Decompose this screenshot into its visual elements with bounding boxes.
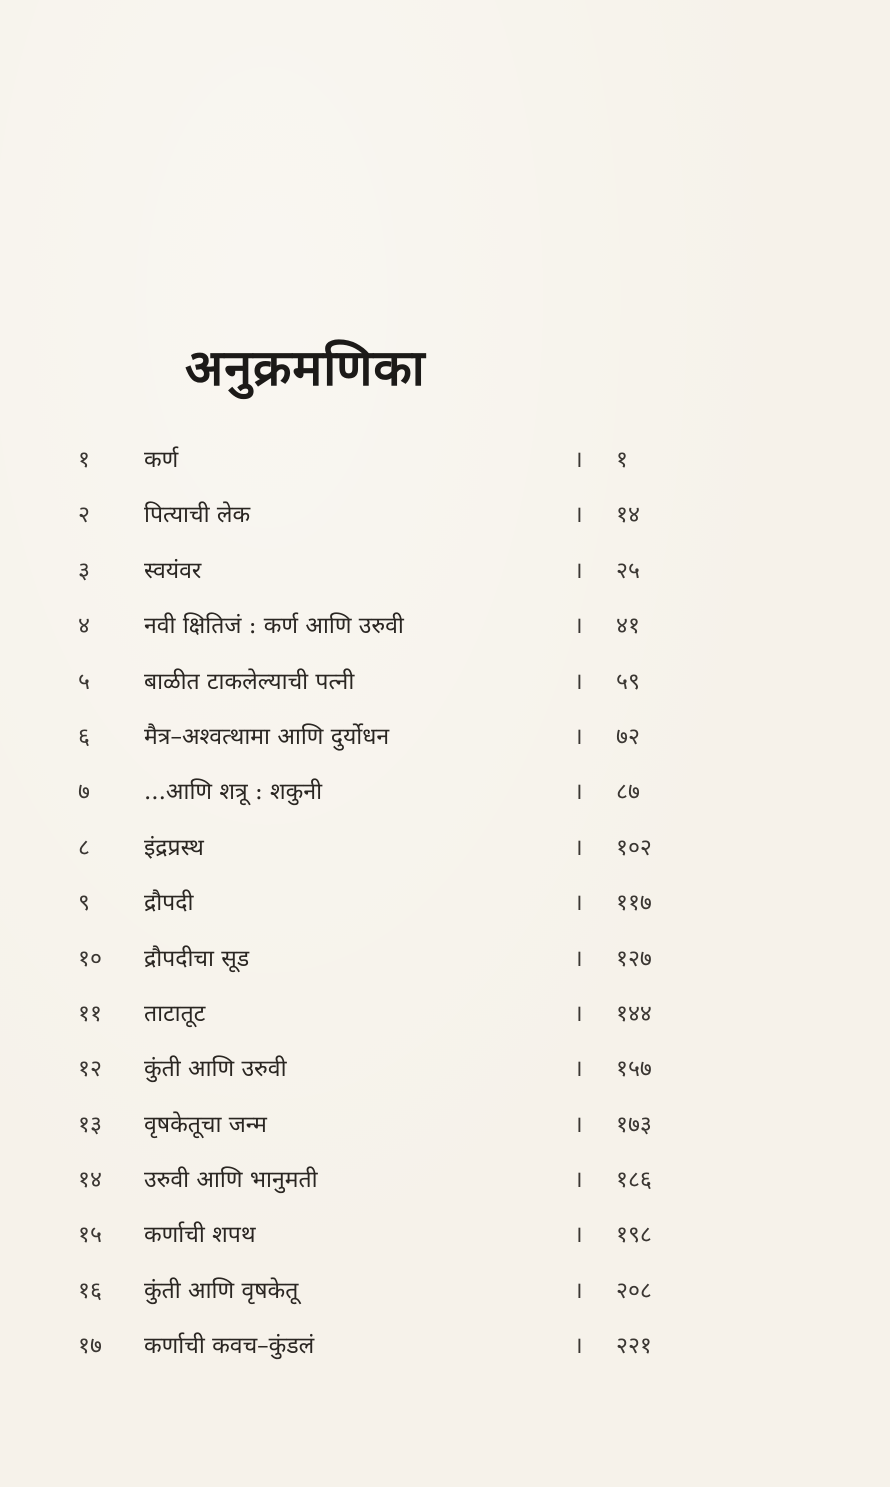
separator-mark: । — [574, 1333, 583, 1360]
chapter-title: ताटातूट — [144, 1000, 206, 1027]
chapter-number: ७ — [78, 779, 90, 806]
chapter-title: वृषकेतूचा जन्म — [144, 1111, 267, 1138]
chapter-number: १६ — [78, 1277, 102, 1304]
separator-mark: । — [574, 557, 583, 584]
chapter-number: ६ — [78, 723, 90, 750]
toc-entry — [0, 488, 890, 543]
separator-mark: । — [574, 723, 583, 750]
toc-entry — [0, 544, 890, 599]
separator-mark: । — [574, 1111, 583, 1138]
page-number: २०८ — [616, 1277, 652, 1304]
chapter-title: बाळीत टाकलेल्याची पत्नी — [144, 668, 355, 695]
chapter-number: ११ — [78, 1000, 102, 1027]
chapter-title: कुंती आणि वृषकेतू — [144, 1277, 299, 1304]
page-number: ७२ — [616, 723, 640, 750]
separator-mark: । — [574, 1277, 583, 1304]
toc-entry — [0, 1208, 890, 1263]
toc-entry — [0, 1153, 890, 1208]
toc-entry — [0, 821, 890, 876]
chapter-title: द्रौपदी — [144, 890, 194, 917]
chapter-number: १० — [78, 945, 102, 972]
page-number: १ — [616, 447, 628, 473]
chapter-number: २ — [78, 502, 90, 529]
toc-entry — [0, 1319, 890, 1374]
chapter-title: इंद्रप्रस्थ — [144, 834, 204, 861]
chapter-number: १ — [78, 447, 90, 473]
page-number: २५ — [616, 557, 640, 584]
separator-mark: । — [574, 668, 583, 695]
page-number: १५७ — [616, 1056, 652, 1083]
toc-entry — [0, 710, 890, 765]
chapter-title: नवी क्षितिजं : कर्ण आणि उरुवी — [144, 613, 404, 640]
chapter-title: उरुवी आणि भानुमती — [144, 1167, 318, 1194]
page-number: ११७ — [616, 890, 652, 917]
chapter-number: १७ — [78, 1333, 102, 1360]
chapter-number: ३ — [78, 557, 90, 584]
page-number: ८७ — [616, 779, 640, 806]
page-number: १९८ — [616, 1222, 652, 1249]
page-number: १८६ — [616, 1167, 652, 1194]
separator-mark: । — [574, 834, 583, 861]
contents-title: अनुक्रमणिका — [185, 339, 426, 397]
chapter-title: ...आणि शत्रू : शकुनी — [144, 779, 323, 806]
toc-entry — [0, 1098, 890, 1153]
page-number: २२१ — [616, 1333, 652, 1360]
separator-mark: । — [574, 447, 583, 473]
toc-entry — [0, 932, 890, 987]
chapter-title: कर्ण — [144, 447, 179, 473]
toc-entry — [0, 433, 890, 488]
separator-mark: । — [574, 502, 583, 529]
toc-entry — [0, 987, 890, 1042]
toc-entry — [0, 1042, 890, 1097]
page-number: १४४ — [616, 1000, 652, 1027]
chapter-title: पित्याची लेक — [144, 502, 251, 529]
toc-entry — [0, 876, 890, 931]
separator-mark: । — [574, 779, 583, 806]
chapter-title: कर्णाची शपथ — [144, 1222, 256, 1249]
chapter-number: ५ — [78, 668, 90, 695]
page-number: १०२ — [616, 834, 652, 861]
chapter-number: ८ — [78, 834, 90, 861]
chapter-title: कर्णाची कवच–कुंडलं — [144, 1333, 315, 1360]
table-of-contents — [0, 433, 890, 1375]
chapter-title: स्वयंवर — [144, 557, 202, 584]
chapter-number: ९ — [78, 890, 90, 917]
toc-entry — [0, 655, 890, 710]
separator-mark: । — [574, 613, 583, 640]
chapter-title: मैत्र–अश्वत्थामा आणि दुर्योधन — [144, 723, 390, 750]
page-number: १२७ — [616, 945, 652, 972]
page-number: ५९ — [616, 668, 640, 695]
toc-entry — [0, 765, 890, 820]
toc-entry — [0, 599, 890, 654]
chapter-number: १४ — [78, 1167, 102, 1194]
page-number: १७३ — [616, 1111, 652, 1138]
toc-entry — [0, 1264, 890, 1319]
chapter-number: १२ — [78, 1056, 102, 1083]
page-number: १४ — [616, 502, 640, 529]
separator-mark: । — [574, 945, 583, 972]
chapter-title: कुंती आणि उरुवी — [144, 1056, 287, 1083]
separator-mark: । — [574, 1056, 583, 1083]
separator-mark: । — [574, 1167, 583, 1194]
chapter-number: १३ — [78, 1111, 102, 1138]
separator-mark: । — [574, 1000, 583, 1027]
chapter-number: १५ — [78, 1222, 102, 1249]
separator-mark: । — [574, 890, 583, 917]
separator-mark: । — [574, 1222, 583, 1249]
chapter-title: द्रौपदीचा सूड — [144, 945, 250, 972]
page-number: ४१ — [616, 613, 640, 640]
chapter-number: ४ — [78, 613, 90, 640]
